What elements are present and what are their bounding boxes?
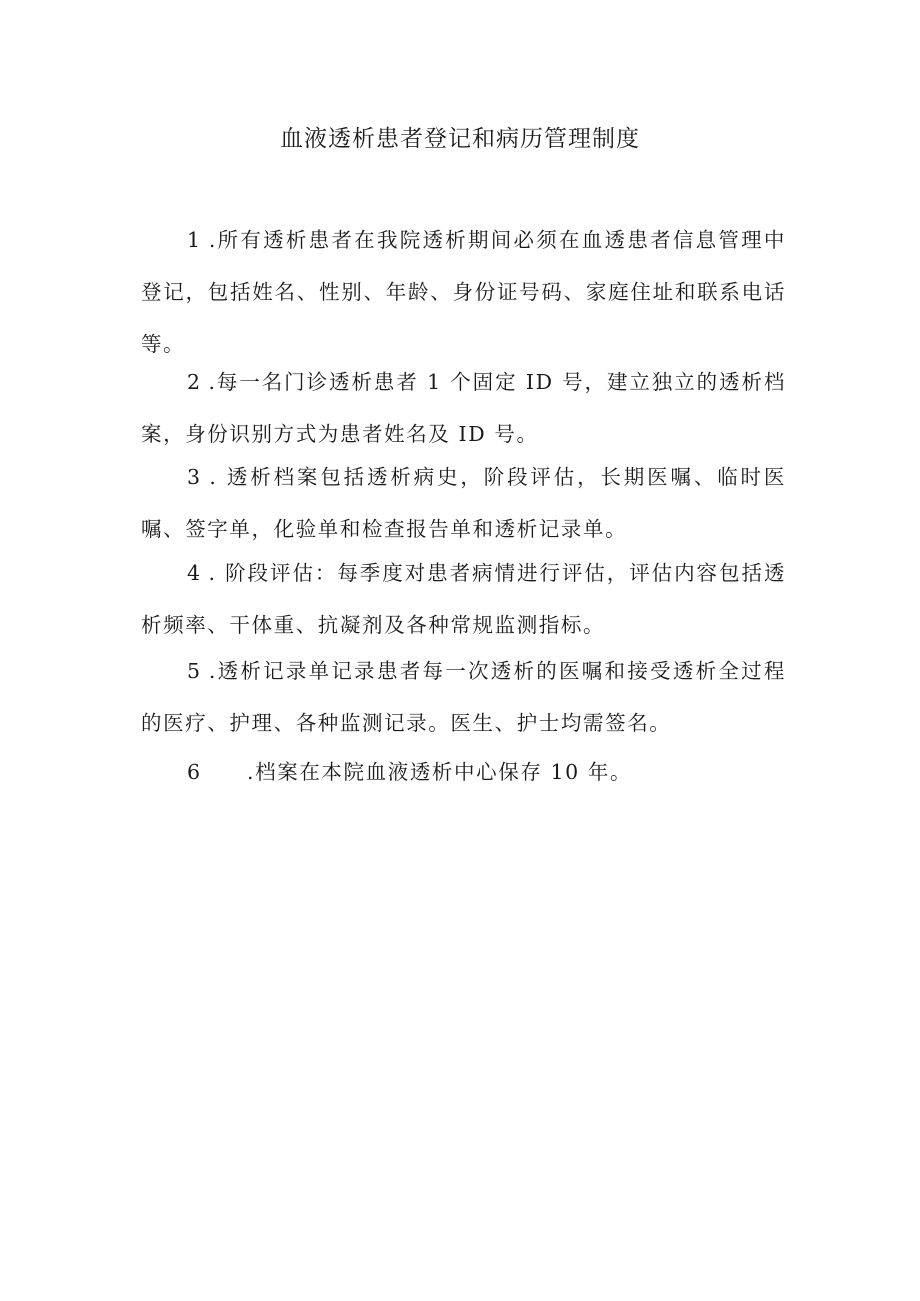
clause-text: . 透析档案包括透析病史，阶段评估，长期医嘱、临时医嘱、签字单，化验单和检查报告单和透析记录单。 <box>141 465 786 541</box>
clause-text: .透析记录单记录患者每一次透析的医嘱和接受透析全过程的医疗、护理、各种监测记录。医生、护士均需签名。 <box>141 659 786 735</box>
clause-number: 6 <box>187 760 201 784</box>
clause-text: . 阶段评估：每季度对患者病情进行评估，评估内容包括透析频率、干体重、抗凝剂及各种常规监测指标。 <box>141 561 786 637</box>
clause-number: 3 <box>187 465 201 489</box>
clause-3 <box>141 451 786 555</box>
clause-5 <box>141 645 786 749</box>
clause-text: .档案在本院血液透析中心保存 10 年。 <box>247 760 633 784</box>
clause-number: 5 <box>187 659 201 683</box>
clause-2 <box>141 356 786 460</box>
clause-number: 2 <box>187 370 201 394</box>
clause-number: 1 <box>187 228 201 252</box>
clause-6 <box>141 746 786 798</box>
clause-text: .每一名门诊透析患者 1 个固定 ID 号，建立独立的透析档案，身份识别方式为患者姓名及 ID 号。 <box>141 370 786 446</box>
clause-text: .所有透析患者在我院透析期间必须在血透患者信息管理中登记，包括姓名、性别、年龄、身份证号码、家庭住址和联系电话等。 <box>141 228 786 356</box>
document-title: 血液透析患者登记和病历管理制度 <box>280 126 640 152</box>
clause-4 <box>141 547 786 651</box>
clause-number: 4 <box>187 561 201 585</box>
clause-1 <box>141 214 786 370</box>
